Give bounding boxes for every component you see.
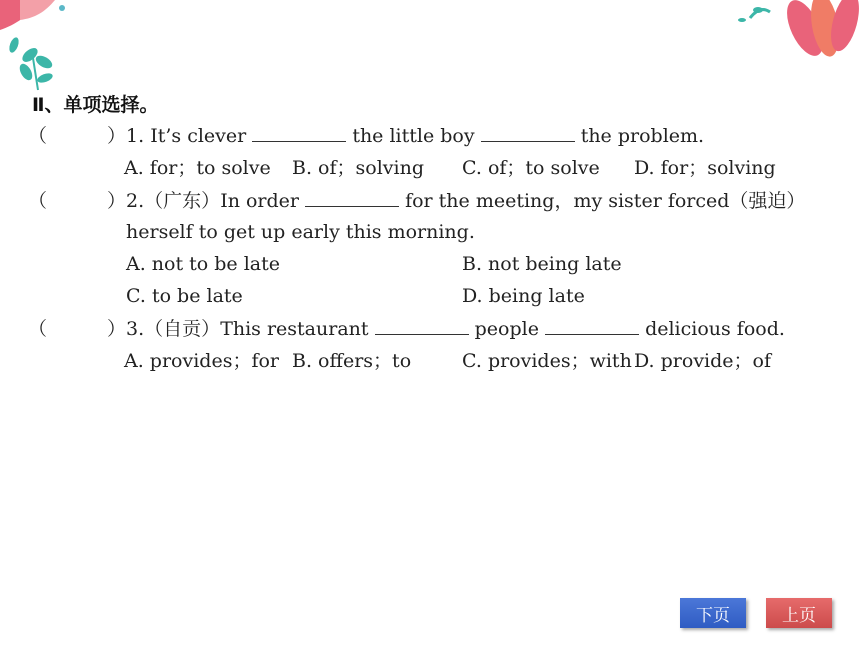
question-source: （自贡） bbox=[144, 318, 221, 340]
answer-paren-close: ） bbox=[107, 125, 127, 147]
option-a: A. provides；for bbox=[124, 350, 280, 372]
question-number: 1. bbox=[126, 125, 145, 147]
question-number: 3. bbox=[126, 318, 145, 340]
answer-blank bbox=[545, 316, 639, 335]
option-d: D. provide；of bbox=[634, 350, 772, 372]
question-stem: the little boy bbox=[352, 125, 475, 147]
option-a: A. not to be late bbox=[126, 253, 280, 275]
answer-paren-open: （ bbox=[28, 318, 48, 340]
question-source: （广东） bbox=[144, 190, 221, 212]
question-stem: This restaurant bbox=[220, 318, 369, 340]
answer-paren-open: （ bbox=[28, 125, 48, 147]
question-number: 2. bbox=[126, 190, 145, 212]
answer-paren-close: ） bbox=[107, 190, 127, 212]
answer-blank bbox=[481, 123, 575, 142]
option-c: C. to be late bbox=[126, 285, 243, 307]
question-stem: delicious food. bbox=[645, 318, 785, 340]
previous-page-button[interactable]: 上页 bbox=[766, 598, 832, 628]
option-d: D. being late bbox=[462, 285, 585, 307]
option-d: D. for；solving bbox=[634, 157, 776, 179]
question-stem-continued: herself to get up early this morning. bbox=[126, 221, 475, 243]
question-2 bbox=[28, 188, 805, 213]
question-3 bbox=[28, 316, 785, 341]
option-a: A. for；to solve bbox=[124, 157, 271, 179]
option-c: C. provides；with bbox=[462, 350, 632, 372]
floral-decoration-top-left bbox=[0, 0, 95, 95]
answer-paren-open: （ bbox=[28, 190, 48, 212]
next-page-button[interactable]: 下页 bbox=[680, 598, 746, 628]
question-stem: In order bbox=[220, 190, 299, 212]
section-heading: Ⅱ、单项选择。 bbox=[32, 94, 159, 116]
question-1 bbox=[28, 123, 704, 148]
option-c: C. of；to solve bbox=[462, 157, 600, 179]
answer-blank bbox=[305, 188, 399, 207]
question-stem: the problem. bbox=[580, 125, 705, 147]
option-b: B. not being late bbox=[462, 253, 622, 275]
question-stem: people bbox=[474, 318, 539, 340]
option-b: B. offers；to bbox=[292, 350, 412, 372]
answer-paren-close: ） bbox=[107, 318, 127, 340]
question-stem: for the meeting，my sister forced（强迫） bbox=[405, 190, 806, 212]
floral-decoration-top-right bbox=[730, 0, 860, 75]
answer-blank bbox=[252, 123, 346, 142]
question-stem: It’s clever bbox=[150, 125, 247, 147]
answer-blank bbox=[375, 316, 469, 335]
option-b: B. of；solving bbox=[292, 157, 424, 179]
